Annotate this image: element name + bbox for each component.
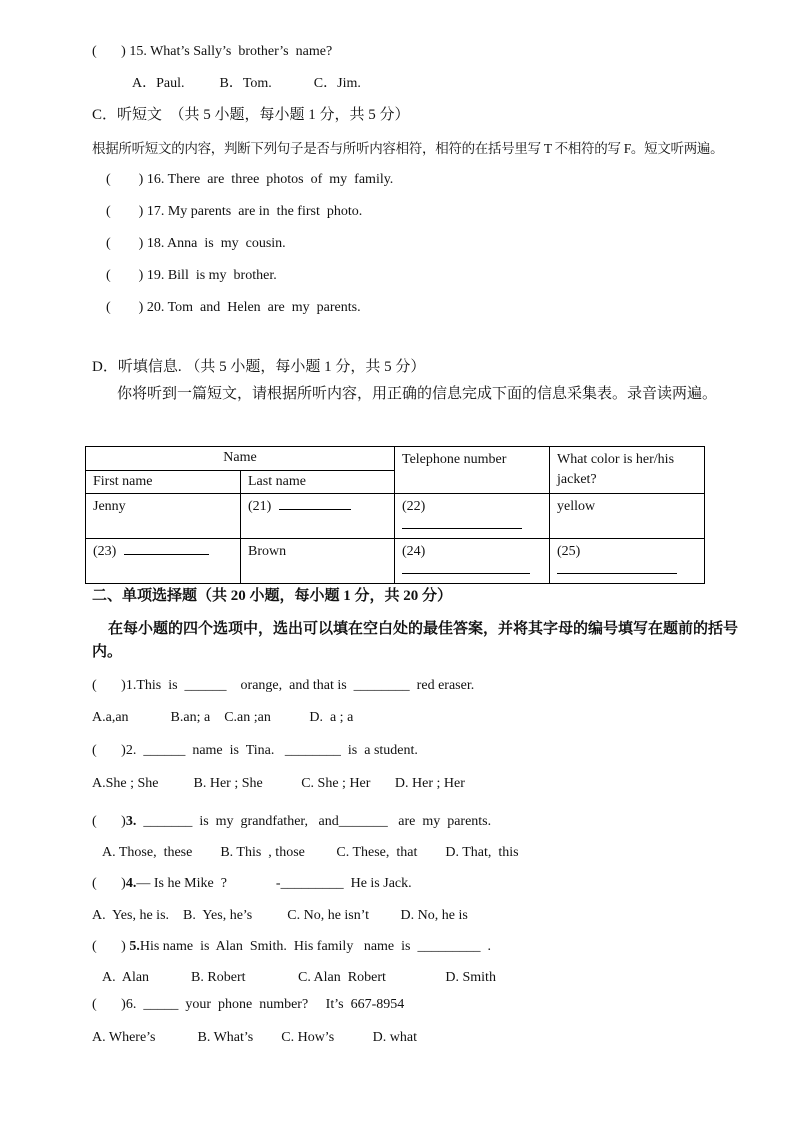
blank-22-label: (22) bbox=[402, 499, 426, 514]
section-d-title: D．听填信息. （共 5 小题，每小题 1 分，共 5 分） bbox=[92, 359, 426, 375]
question-5-number: 5. bbox=[129, 939, 140, 954]
cell-last-name-1[interactable] bbox=[241, 494, 395, 539]
question-17: ( ) 17. My parents are in the first photo. bbox=[106, 204, 363, 219]
cell-color-2[interactable] bbox=[550, 539, 705, 584]
blank-23-label: (23) bbox=[93, 544, 117, 559]
blank-24[interactable] bbox=[402, 564, 530, 574]
question-16: ( ) 16. There are three photos of my family. bbox=[106, 172, 394, 187]
blank-22[interactable] bbox=[402, 519, 522, 529]
section-c-instructions: 根据所听短文的内容，判断下列句子是否与所听内容相符，相符的在括号里写 T 不相符的写 F。短文听两遍。 bbox=[92, 141, 724, 156]
blank-25-label: (25) bbox=[557, 544, 581, 559]
header-first-name: First name bbox=[86, 470, 241, 494]
question-4-bracket: ( ) bbox=[92, 876, 126, 891]
blank-21[interactable] bbox=[279, 509, 351, 510]
question-2: ( )2. ______ name is Tina. ________ is a student. bbox=[92, 743, 418, 758]
header-name: Name bbox=[86, 447, 395, 471]
question-5 bbox=[92, 938, 491, 956]
question-3-options: A. Those, these B. This , those C. These, that D. That, this bbox=[102, 845, 519, 860]
info-collection-table bbox=[85, 446, 705, 584]
question-4-number: 4. bbox=[125, 876, 137, 891]
header-telephone: Telephone number bbox=[395, 447, 550, 494]
question-15-options: A．Paul. B．Tom. C．Jim. bbox=[132, 76, 361, 91]
question-6-options: A. Where’s B. What’s C. How’s D. what bbox=[92, 1030, 417, 1045]
question-1-options: A.a,an B.an; a C.an ;an D. a ; a bbox=[92, 710, 354, 725]
question-20: ( ) 20. Tom and Helen are my parents. bbox=[106, 300, 361, 315]
cell-telephone-1[interactable] bbox=[395, 494, 550, 539]
header-jacket-color: What color is her/his jacket? bbox=[550, 447, 705, 494]
question-5-text: His name is Alan Smith. His family name is _________ . bbox=[139, 939, 491, 954]
blank-21-label: (21) bbox=[248, 499, 272, 514]
question-18: ( ) 18. Anna is my cousin. bbox=[106, 236, 286, 251]
question-19: ( ) 19. Bill is my brother. bbox=[106, 268, 277, 283]
cell-color-1: yellow bbox=[550, 494, 705, 539]
question-15: ( ) 15. What’s Sally’s brother’s name? bbox=[92, 44, 333, 59]
cell-telephone-2[interactable] bbox=[395, 539, 550, 584]
cell-first-name-2[interactable] bbox=[86, 539, 241, 584]
section-c-title: C．听短文 （共 5 小题，每小题 1 分，共 5 分） bbox=[92, 107, 410, 123]
part-2-instructions: 在每小题的四个选项中，选出可以填在空白处的最佳答案，并将其字母的编号填写在题前的括号内。 bbox=[92, 621, 739, 660]
part-2-title: 二、单项选择题（共 20 小题，每小题 1 分，共 20 分） bbox=[92, 588, 453, 604]
cell-last-name-2: Brown bbox=[241, 539, 395, 584]
question-3-text: _______ is my grandfather, and_______ are my parents. bbox=[136, 814, 492, 829]
blank-24-label: (24) bbox=[402, 544, 426, 559]
question-4 bbox=[92, 875, 412, 893]
question-5-bracket: ( ) bbox=[92, 939, 130, 954]
question-3-number: 3. bbox=[125, 814, 137, 829]
question-4-options: A. Yes, he is. B. Yes, he’s C. No, he isn’t D. No, he is bbox=[92, 908, 468, 923]
question-5-options: A. Alan B. Robert C. Alan Robert D. Smith bbox=[102, 970, 496, 985]
header-last-name: Last name bbox=[241, 470, 395, 494]
question-6: ( )6. _____ your phone number? It’s 667-8954 bbox=[92, 997, 405, 1012]
question-3-bracket: ( ) bbox=[92, 814, 126, 829]
cell-first-name-1: Jenny bbox=[86, 494, 241, 539]
question-4-text: — Is he Mike ? -_________ He is Jack. bbox=[136, 876, 412, 891]
question-3 bbox=[92, 813, 491, 831]
section-d-instructions: 你将听到一篇短文，请根据所听内容，用正确的信息完成下面的信息采集表。录音读两遍。 bbox=[117, 386, 718, 402]
question-2-options: A.She ; She B. Her ; She C. She ; Her D. Her ; Her bbox=[92, 776, 465, 791]
blank-23[interactable] bbox=[124, 554, 209, 555]
blank-25[interactable] bbox=[557, 564, 677, 574]
question-1: ( )1.This is ______ orange, and that is ________ red eraser. bbox=[92, 678, 475, 693]
